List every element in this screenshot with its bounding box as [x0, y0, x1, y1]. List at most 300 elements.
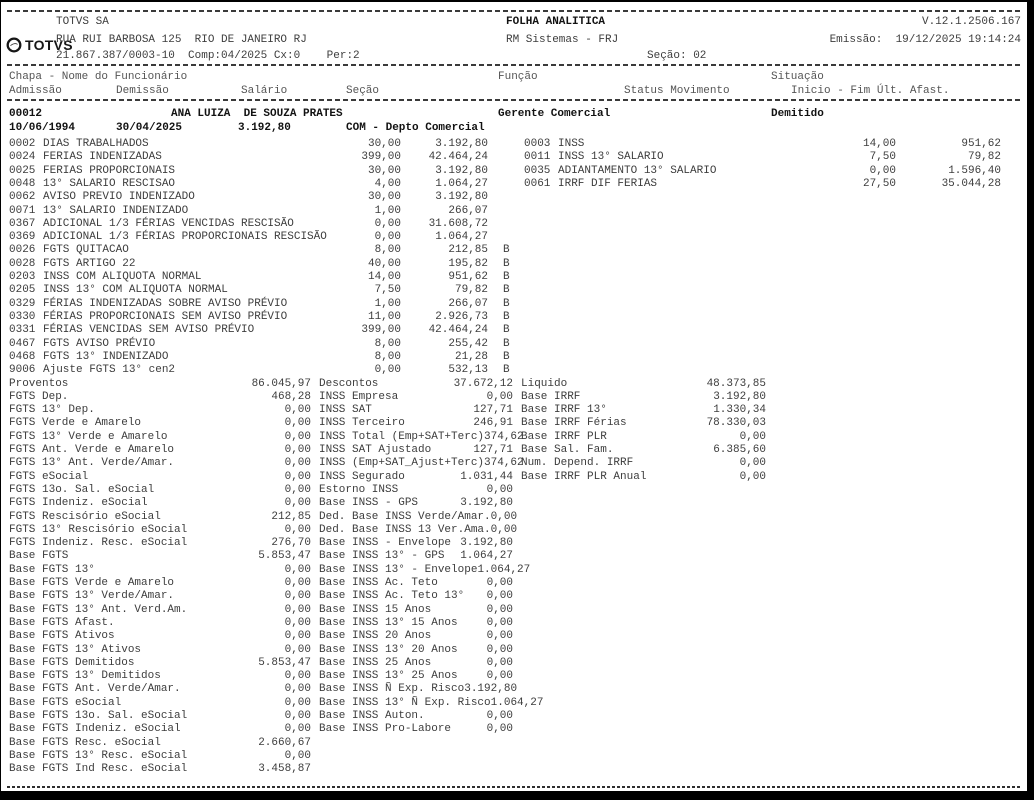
summary-inss-label: Base INSS - GPS [319, 497, 419, 510]
earning-value: 3.192,80 [435, 191, 488, 204]
summary-row [9, 577, 311, 590]
earning-code: 9006 [9, 364, 36, 377]
employee-situacao: Demitido [771, 108, 824, 120]
summary-fgts-value: 0,00 [284, 483, 311, 496]
earning-desc: INSS COM ALIQUOTA NORMAL [43, 271, 202, 283]
deduction-value: 951,62 [961, 138, 1001, 150]
summary-row [319, 510, 518, 524]
summary-inss-label: INSS Segurado [319, 470, 405, 483]
summary-fgts-value: 212,85 [271, 510, 311, 523]
earning-code: 0002 [9, 138, 36, 150]
summary-fgts-label: Base FGTS Ind Resc. eSocial [9, 763, 188, 776]
earning-qty: 11,00 [367, 310, 401, 323]
earning-qty: 1,00 [374, 297, 401, 310]
earning-code: 0062 [9, 191, 36, 204]
col-salario: Salário [241, 85, 288, 97]
deduction-desc: ADIANTAMENTO 13° SALARIO [558, 164, 717, 177]
summary-irrf-label: Liquido [521, 377, 568, 390]
summary-fgts-label: Base FGTS 13° Verde/Amar. [9, 590, 175, 603]
earning-flag: B [503, 297, 510, 310]
summary-inss-label: Base INSS - Envelope [319, 537, 452, 550]
table-row [1, 298, 1027, 311]
summary-inss-value: 0,00 [486, 483, 513, 496]
earning-code: 0024 [9, 151, 36, 164]
summary-fgts-value: 0,00 [284, 430, 311, 443]
earning-qty: 0,00 [374, 217, 401, 230]
summary-row [9, 670, 311, 683]
summary-row [521, 404, 766, 417]
summary-fgts-label: FGTS Dep. [9, 390, 69, 403]
summary-row [9, 431, 311, 444]
earning-value: 3.192,80 [435, 164, 488, 177]
earning-qty: 14,00 [367, 271, 401, 283]
summary-row [319, 577, 513, 590]
earning-value: 532,13 [448, 364, 488, 377]
earning-value: 79,82 [454, 284, 488, 297]
summary-fgts-label: Base FGTS 13° Demitidos [9, 670, 161, 683]
summary-fgts-label: FGTS eSocial [9, 470, 89, 483]
company-name: TOTVS SA [56, 16, 109, 28]
separator-header [7, 64, 1021, 66]
summary-row [319, 523, 518, 537]
table-row [1, 338, 1027, 351]
summary-row [319, 404, 513, 417]
earning-qty: 40,00 [367, 257, 401, 270]
table-row [1, 218, 1027, 231]
deduction-code: 0011 [524, 151, 551, 164]
earning-desc: ADICIONAL 1/3 FÉRIAS PROPORCIONAIS RESCISÃO [43, 231, 327, 244]
employee-chapa: 00012 [9, 108, 43, 120]
deduction-qty: 14,00 [862, 138, 896, 150]
table-row [1, 284, 1027, 297]
deduction-qty: 7,50 [869, 151, 896, 164]
summary-fgts-label: FGTS 13° Ant. Verde/Amar. [9, 457, 175, 470]
summary-row [319, 537, 513, 550]
earning-code: 0468 [9, 350, 36, 363]
summary-fgts-value: 0,00 [284, 616, 311, 629]
totvs-logo-icon [6, 37, 22, 53]
summary-inss-label: Base INSS 13° - Envelope [319, 563, 478, 576]
table-row [1, 138, 1027, 151]
summary-inss-value: 0,00 [486, 710, 513, 722]
summary-inss-label: Ded. Base INSS 13 Ver.Ama. [319, 523, 491, 536]
separator-top [7, 10, 1021, 12]
summary-fgts-value: 0,00 [284, 404, 311, 417]
earning-value: 255,42 [448, 337, 488, 350]
summary-inss-value: 127,71 [473, 404, 513, 417]
earning-flag: B [503, 310, 510, 323]
summary-fgts-label: Base FGTS 13° Ant. Verd.Am. [9, 603, 188, 616]
earning-desc: FERIAS PROPORCIONAIS [43, 164, 176, 177]
summary-fgts-value: 0,00 [284, 749, 311, 762]
summary-inss-label: Descontos [319, 377, 379, 390]
summary-row [9, 617, 311, 630]
summary-row [9, 590, 311, 603]
summary-fgts-label: Base FGTS 13o. Sal. eSocial [9, 710, 188, 722]
summary-row [319, 617, 513, 630]
earning-desc: DIAS TRABALHADOS [43, 138, 149, 150]
totvs-logo-text: TOTVS [25, 37, 73, 53]
summary-inss-value: 0,00 [486, 670, 513, 683]
summary-row [9, 524, 311, 537]
earning-value: 1.064,27 [435, 231, 488, 244]
summary-row [9, 750, 311, 763]
earning-code: 0329 [9, 297, 36, 310]
summary-fgts-label: Base FGTS Resc. eSocial [9, 736, 161, 749]
employee-funcao: Gerente Comercial [498, 108, 611, 120]
summary-irrf-label: Base IRRF PLR Anual [521, 470, 647, 483]
summary-inss-label: INSS Total (Emp+SAT+Terc) [319, 430, 485, 443]
table-row [1, 311, 1027, 324]
deduction-value: 79,82 [967, 151, 1001, 164]
table-row [1, 165, 1027, 178]
earning-qty: 30,00 [367, 138, 401, 150]
summary-irrf-value: 78.330,03 [706, 417, 766, 430]
summary-irrf-label: Base IRRF [521, 390, 581, 403]
summary-fgts-value: 0,00 [284, 696, 311, 709]
summary-fgts-label: FGTS Ant. Verde e Amarelo [9, 444, 175, 456]
summary-fgts-value: 0,00 [284, 470, 311, 483]
summary-row [9, 710, 311, 723]
separator-columns [7, 99, 1021, 101]
summary-inss-label: Base INSS Ñ Exp. Risco [319, 683, 465, 696]
summary-inss-label: INSS SAT [319, 404, 372, 417]
earning-qty: 0,00 [374, 364, 401, 377]
summary-fgts-label: Base FGTS Verde e Amarelo [9, 577, 175, 589]
col-secao: Seção [346, 85, 380, 97]
deduction-value: 35.044,28 [941, 177, 1001, 190]
summary-inss-value: 0,00 [486, 590, 513, 603]
summary-inss-label: Base INSS 13° 25 Anos [319, 670, 458, 683]
deduction-qty: 27,50 [862, 177, 896, 190]
summary-row [521, 444, 766, 457]
summary-fgts-label: Base FGTS [9, 550, 69, 563]
table-row [1, 231, 1027, 244]
earning-code: 0330 [9, 310, 36, 323]
earning-flag: B [503, 244, 510, 257]
summary-irrf-label: Base IRRF Férias [521, 417, 627, 430]
earning-value: 951,62 [448, 271, 488, 283]
table-row [1, 351, 1027, 364]
summary-inss-value: 1.064,27 [490, 696, 544, 709]
earning-value: 195,82 [448, 257, 488, 270]
summary-row [9, 644, 311, 657]
employee-admissao: 10/06/1994 [9, 122, 76, 134]
summary-fgts-label: Base FGTS Ativos [9, 630, 115, 643]
summary-row [521, 471, 766, 484]
report-emission: Emissão: 19/12/2025 19:14:24 [829, 34, 1021, 46]
earning-qty: 30,00 [367, 164, 401, 177]
summary-row [319, 604, 513, 617]
summary-inss-label: INSS Empresa [319, 390, 399, 403]
summary-row [9, 657, 311, 670]
earning-flag: B [503, 324, 510, 337]
deduction-qty: 0,00 [869, 164, 896, 177]
summary-row [9, 604, 311, 617]
table-row [1, 364, 1027, 377]
summary-fgts-label: FGTS 13° Dep. [9, 404, 95, 417]
earning-desc: FÉRIAS PROPORCIONAIS SEM AVISO PRÉVIO [43, 310, 288, 323]
summary-row [319, 644, 513, 657]
summary-fgts-value: 0,00 [284, 523, 311, 536]
summary-inss-label: Base INSS 13° 15 Anos [319, 616, 458, 629]
summary-inss-label: Base INSS 13° 20 Anos [319, 643, 458, 656]
summary-fgts-label: Base FGTS Demitidos [9, 656, 135, 669]
summary-fgts-label: FGTS Indeniz. Resc. eSocial [9, 537, 188, 550]
summary-row [9, 511, 311, 524]
deduction-code: 0035 [524, 164, 551, 177]
summary-fgts-label: Base FGTS 13° [9, 563, 95, 576]
summary-inss-value: 3.192,80 [460, 537, 513, 550]
deduction-code: 0061 [524, 177, 551, 190]
earning-qty: 30,00 [367, 191, 401, 204]
summary-row [9, 457, 311, 470]
summary-row [319, 378, 513, 391]
summary-inss-label: Ded. Base INSS Verde/Amar. [319, 510, 491, 523]
summary-row [319, 710, 513, 723]
earning-value: 21,28 [454, 350, 488, 363]
summary-row [9, 737, 311, 750]
summary-inss-value: 374,62 [484, 430, 524, 443]
summary-inss-label: INSS Terceiro [319, 417, 405, 430]
earning-value: 42.464,24 [428, 151, 488, 164]
summary-inss-value: 0,00 [486, 723, 513, 736]
summary-inss-label: Base INSS Auton. [319, 710, 425, 722]
earning-flag: B [503, 337, 510, 350]
earning-code: 0331 [9, 324, 36, 337]
summary-row [521, 417, 766, 430]
summary-irrf-value: 0,00 [739, 470, 766, 483]
summary-row [319, 590, 513, 603]
summary-inss-label: Base INSS Ac. Teto [319, 577, 438, 589]
earning-desc: FÉRIAS VENCIDAS SEM AVISO PRÉVIO [43, 324, 255, 337]
summary-inss-value: 37.672,12 [453, 377, 513, 390]
summary-row [9, 564, 311, 577]
deduction-value: 1.596,40 [948, 164, 1001, 177]
summary-irrf-label: Base IRRF PLR [521, 430, 607, 443]
summary-inss-value: 127,71 [473, 444, 513, 456]
summary-fgts-label: FGTS Indeniz. eSocial [9, 497, 148, 510]
summary-fgts-value: 0,00 [284, 444, 311, 456]
earning-desc: FGTS 13° INDENIZADO [43, 350, 169, 363]
summary-inss-value: 0,00 [486, 577, 513, 589]
table-row [1, 258, 1027, 271]
company-address: RUA RUI BARBOSA 125 RIO DE JANEIRO RJ [56, 34, 307, 46]
earning-value: 31.608,72 [428, 217, 488, 230]
report-version: V.12.1.2506.167 [921, 16, 1021, 28]
summary-row [9, 484, 311, 497]
earning-qty: 8,00 [374, 244, 401, 257]
earning-code: 0205 [9, 284, 36, 297]
employee-demissao: 30/04/2025 [116, 122, 183, 134]
summary-row [521, 431, 766, 444]
summary-row [319, 497, 513, 510]
summary-inss-value: 0,00 [490, 510, 518, 523]
summary-fgts-label: Base FGTS eSocial [9, 696, 122, 709]
summary-inss-label: Base INSS 15 Anos [319, 603, 432, 616]
summary-irrf-label: Base Sal. Fam. [521, 444, 614, 456]
summary-row [9, 378, 311, 391]
earning-qty: 8,00 [374, 350, 401, 363]
summary-inss-label: Base INSS 20 Anos [319, 630, 432, 643]
earning-flag: B [503, 257, 510, 270]
summary-fgts-label: Proventos [9, 377, 69, 390]
summary-inss-label: Base INSS 13° - GPS [319, 550, 445, 563]
summary-fgts-value: 0,00 [284, 417, 311, 430]
employee-secao: COM - Depto Comercial [346, 122, 485, 134]
summary-row [9, 417, 311, 430]
summary-inss-label: Base INSS 25 Anos [319, 656, 432, 669]
earning-desc: INSS 13° COM ALIQUOTA NORMAL [43, 284, 228, 297]
summary-fgts-value: 0,00 [284, 457, 311, 470]
summary-fgts-value: 3.458,87 [258, 763, 311, 776]
summary-fgts-label: Base FGTS Afast. [9, 616, 115, 629]
table-row [1, 244, 1027, 257]
summary-inss-label: INSS (Emp+SAT_Ajust+Terc) [319, 457, 485, 470]
summary-row [319, 550, 513, 563]
separator-bottom [7, 786, 1021, 788]
deduction-desc: INSS 13° SALARIO [558, 151, 664, 164]
summary-row [319, 444, 513, 457]
summary-fgts-value: 0,00 [284, 577, 311, 589]
summary-fgts-label: Base FGTS 13° Resc. eSocial [9, 749, 188, 762]
summary-inss-label: Base INSS Pro-Labore [319, 723, 452, 736]
earning-qty: 4,00 [374, 177, 401, 190]
earning-value: 266,07 [448, 204, 488, 217]
earning-flag: B [503, 271, 510, 283]
summary-fgts-value: 0,00 [284, 603, 311, 616]
summary-fgts-label: FGTS 13° Rescisório eSocial [9, 523, 188, 536]
summary-inss-value: 0,00 [486, 630, 513, 643]
summary-fgts-value: 5.853,47 [258, 656, 311, 669]
earning-desc: FERIAS INDENIZADAS [43, 151, 162, 164]
summary-inss-value: 0,00 [486, 390, 513, 403]
summary-fgts-value: 0,00 [284, 683, 311, 696]
report-title: FOLHA ANALITICA [506, 16, 606, 28]
summary-inss-value: 374,62 [484, 457, 524, 470]
earning-desc: AVISO PREVIO INDENIZADO [43, 191, 195, 204]
earning-code: 0025 [9, 164, 36, 177]
summary-row [319, 391, 513, 404]
summary-fgts-value: 468,28 [271, 390, 311, 403]
summary-row [9, 697, 311, 710]
earning-qty: 8,00 [374, 337, 401, 350]
summary-row [9, 550, 311, 563]
earning-value: 266,07 [448, 297, 488, 310]
summary-fgts-label: FGTS 13o. Sal. eSocial [9, 483, 155, 496]
summary-inss-value: 0,00 [486, 656, 513, 669]
earning-desc: ADICIONAL 1/3 FÉRIAS VENCIDAS RESCISÃO [43, 217, 294, 230]
summary-fgts-value: 0,00 [284, 723, 311, 736]
earning-desc: Ajuste FGTS 13° cen2 [43, 364, 176, 377]
summary-row [9, 404, 311, 417]
summary-irrf-value: 48.373,85 [706, 377, 766, 390]
summary-row [9, 763, 311, 776]
earning-code: 0467 [9, 337, 36, 350]
summary-row [9, 471, 311, 484]
earning-desc: FGTS QUITACAO [43, 244, 129, 257]
summary-row [9, 537, 311, 550]
col-status-movimento: Status Movimento [624, 85, 730, 97]
summary-inss-value: 1.064,27 [460, 550, 513, 563]
table-row [1, 178, 1027, 191]
deduction-desc: IRRF DIF FERIAS [558, 177, 658, 190]
earning-code: 0048 [9, 177, 36, 190]
summary-row [319, 430, 524, 444]
summary-fgts-value: 2.660,67 [258, 736, 311, 749]
summary-row [9, 683, 311, 696]
summary-fgts-label: Base FGTS Ant. Verde/Amar. [9, 683, 181, 696]
summary-fgts-value: 0,00 [284, 710, 311, 722]
company-registration: 21.867.387/0003-10 Comp:04/2025 Cx:0 Per:2 [56, 50, 360, 62]
col-chapa-nome: Chapa - Nome do Funcionário [9, 71, 188, 83]
summary-row [319, 457, 524, 470]
summary-inss-value: 0,00 [486, 643, 513, 656]
summary-irrf-label: Num. Depend. IRRF [521, 457, 634, 470]
summary-inss-value: 1.064,27 [477, 563, 531, 576]
earning-value: 3.192,80 [435, 138, 488, 150]
summary-row [521, 457, 766, 470]
summary-row [319, 723, 513, 736]
summary-inss-label: Base INSS 13° Ñ Exp. Risco [319, 696, 491, 709]
summary-inss-value: 246,91 [473, 417, 513, 430]
summary-row [319, 670, 513, 683]
employee-nome: ANA LUIZA DE SOUZA PRATES [171, 108, 343, 120]
summary-row [319, 417, 513, 430]
earning-code: 0203 [9, 271, 36, 283]
summary-inss-label: Estorno INSS [319, 483, 399, 496]
summary-row [319, 657, 513, 670]
summary-fgts-label: Base FGTS 13° Ativos [9, 643, 142, 656]
summary-fgts-value: 0,00 [284, 497, 311, 510]
earning-code: 0071 [9, 204, 36, 217]
summary-inss-value: 0,00 [486, 616, 513, 629]
table-row [1, 324, 1027, 337]
earning-qty: 7,50 [374, 284, 401, 297]
col-funcao: Função [498, 71, 538, 83]
summary-fgts-label: Base FGTS Indeniz. eSocial [9, 723, 181, 736]
summary-fgts-value: 0,00 [284, 563, 311, 576]
summary-inss-value: 1.031,44 [460, 470, 513, 483]
earning-flag: B [503, 364, 510, 377]
earning-desc: FÉRIAS INDENIZADAS SOBRE AVISO PRÉVIO [43, 297, 288, 310]
table-row [1, 205, 1027, 218]
earning-code: 0367 [9, 217, 36, 230]
summary-inss-value: 3.192,80 [460, 497, 513, 510]
summary-fgts-value: 0,00 [284, 630, 311, 643]
summary-row [319, 683, 518, 696]
summary-row [319, 563, 531, 577]
summary-irrf-value: 0,00 [739, 430, 766, 443]
earning-desc: FGTS ARTIGO 22 [43, 257, 136, 270]
earning-code: 0026 [9, 244, 36, 257]
earning-value: 42.464,24 [428, 324, 488, 337]
earning-qty: 399,00 [361, 151, 401, 164]
col-admissao: Admissão [9, 85, 62, 97]
earning-desc: 13° SALARIO INDENIZADO [43, 204, 189, 217]
report-system: RM Sistemas - FRJ [506, 34, 619, 46]
summary-row [9, 391, 311, 404]
table-row [1, 151, 1027, 164]
employee-salario: 3.192,80 [238, 122, 291, 134]
summary-irrf-value: 6.385,60 [713, 444, 766, 456]
summary-irrf-value: 3.192,80 [713, 390, 766, 403]
summary-row [521, 378, 766, 391]
earning-flag: B [503, 284, 510, 297]
summary-inss-label: INSS SAT Ajustado [319, 444, 432, 456]
summary-row [319, 630, 513, 643]
earning-qty: 0,00 [374, 231, 401, 244]
